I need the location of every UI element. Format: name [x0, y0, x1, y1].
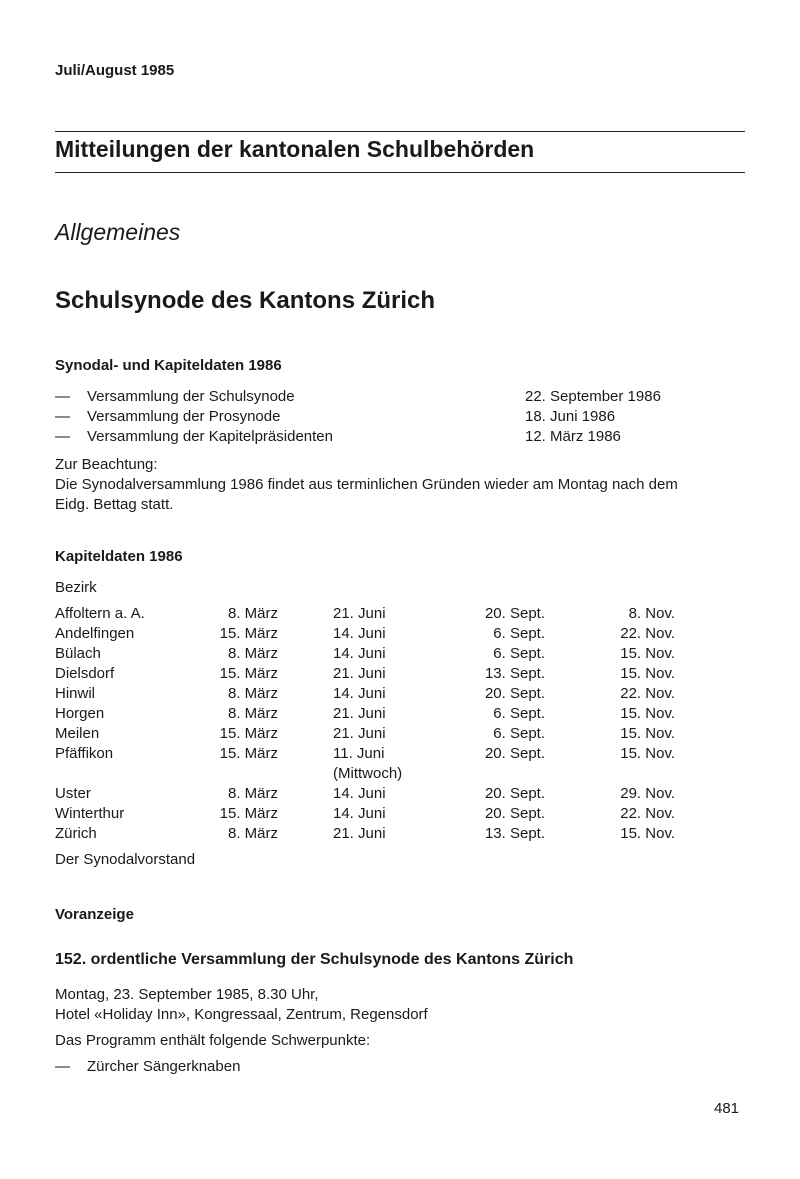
date-cell: 15. Nov.: [620, 825, 675, 842]
date-cell: 8. März: [227, 685, 278, 702]
date-cell: 21. Juni: [333, 605, 386, 622]
synodal-item-label: Versammlung der Prosynode: [87, 408, 281, 425]
synodal-item-label: Versammlung der Schulsynode: [87, 388, 295, 405]
date-cell: 14. Juni: [333, 785, 386, 802]
bezirk-cell: Meilen: [55, 725, 100, 742]
date-cell: 21. Juni: [333, 825, 386, 842]
date-cell: 20. Sept.: [484, 745, 545, 762]
event-title: 152. ordentliche Versammlung der Schulsynode des Kantons Zürich: [55, 951, 574, 968]
dash-bullet: —: [55, 428, 70, 445]
date-cell: 6. Sept.: [493, 705, 545, 722]
date-cell: 6. Sept.: [493, 645, 545, 662]
synodal-item-date: 18. Juni 1986: [525, 408, 616, 425]
bezirk-cell: Hinwil: [55, 685, 96, 702]
bezirk-cell: Pfäffikon: [55, 745, 114, 762]
synodal-item-date: 12. März 1986: [525, 428, 621, 445]
date-cell: 8. März: [227, 645, 278, 662]
note-label: Zur Beachtung:: [55, 456, 158, 473]
date-cell: 20. Sept.: [484, 805, 545, 822]
bezirk-cell: Andelfingen: [55, 625, 135, 642]
bezirk-cell: Affoltern a. A.: [55, 605, 145, 622]
section-title: Mitteilungen der kantonalen Schulbehörden: [55, 136, 535, 162]
date-cell: 15. März: [219, 665, 278, 682]
bezirk-cell: Bülach: [55, 645, 101, 662]
kapitel-heading: Kapiteldaten 1986: [55, 548, 183, 565]
event-date: Montag, 23. September 1985, 8.30 Uhr,: [55, 986, 319, 1003]
note-line: Eidg. Bettag statt.: [55, 496, 174, 513]
date-cell: 20. Sept.: [484, 685, 545, 702]
date-cell: 6. Sept.: [493, 725, 545, 742]
bezirk-cell: Dielsdorf: [55, 665, 115, 682]
date-cell: 13. Sept.: [484, 825, 545, 842]
bezirk-column-header: Bezirk: [55, 579, 97, 596]
dash-bullet: —: [55, 388, 70, 405]
date-note: (Mittwoch): [333, 765, 403, 782]
date-cell: 15. März: [219, 805, 278, 822]
date-cell: 8. März: [227, 825, 278, 842]
date-cell: 15. Nov.: [620, 725, 675, 742]
date-cell: 13. Sept.: [484, 665, 545, 682]
subsection-title: Allgemeines: [55, 219, 181, 245]
date-cell: 8. März: [227, 605, 278, 622]
date-cell: 14. Juni: [333, 625, 386, 642]
date-cell: 14. Juni: [333, 805, 386, 822]
bezirk-cell: Horgen: [55, 705, 105, 722]
date-cell: 22. Nov.: [620, 805, 675, 822]
program-item-label: Zürcher Sängerknaben: [87, 1058, 241, 1075]
date-cell: 15. Nov.: [620, 645, 675, 662]
date-cell: 8. März: [227, 785, 278, 802]
date-cell: 15. Nov.: [620, 665, 675, 682]
bezirk-cell: Uster: [55, 785, 91, 802]
date-cell: 15. März: [219, 625, 278, 642]
date-cell: 29. Nov.: [620, 785, 675, 802]
date-cell: 21. Juni: [333, 725, 386, 742]
signature: Der Synodalvorstand: [55, 851, 196, 868]
title-rule-bottom: [55, 172, 745, 173]
date-cell: 14. Juni: [333, 645, 386, 662]
dash-bullet: —: [55, 408, 70, 425]
program-intro: Das Programm enthält folgende Schwerpunkte:: [55, 1032, 371, 1049]
page-number: 481: [714, 1100, 740, 1117]
running-head: Juli/August 1985: [55, 62, 175, 79]
date-cell: 6. Sept.: [493, 625, 545, 642]
date-cell: 15. März: [219, 745, 278, 762]
date-cell: 22. Nov.: [620, 625, 675, 642]
synodal-item-label: Versammlung der Kapitelpräsidenten: [87, 428, 333, 445]
synodal-heading: Synodal- und Kapiteldaten 1986: [55, 357, 282, 374]
date-cell: 22. Nov.: [620, 685, 675, 702]
date-cell: 14. Juni: [333, 685, 386, 702]
article-title: Schulsynode des Kantons Zürich: [55, 287, 436, 314]
date-cell: 11. Juni: [333, 745, 385, 762]
synodal-item-date: 22. September 1986: [525, 388, 661, 405]
note-line: Die Synodalversammlung 1986 findet aus terminlichen Gründen wieder am Montag nach dem: [55, 476, 678, 493]
voranzeige-heading: Voranzeige: [55, 906, 134, 923]
date-cell: 15. März: [219, 725, 278, 742]
date-cell: 20. Sept.: [484, 785, 545, 802]
event-location: Hotel «Holiday Inn», Kongressaal, Zentrum, Regensdorf: [55, 1006, 428, 1023]
date-cell: 21. Juni: [333, 705, 386, 722]
date-cell: 8. Nov.: [628, 605, 675, 622]
date-cell: 20. Sept.: [484, 605, 545, 622]
date-cell: 15. Nov.: [620, 705, 675, 722]
date-cell: 8. März: [227, 705, 278, 722]
bezirk-cell: Winterthur: [55, 805, 125, 822]
date-cell: 21. Juni: [333, 665, 386, 682]
title-rule-top: [55, 131, 745, 132]
date-cell: 15. Nov.: [620, 745, 675, 762]
dash-bullet: —: [55, 1058, 70, 1075]
bezirk-cell: Zürich: [55, 825, 97, 842]
